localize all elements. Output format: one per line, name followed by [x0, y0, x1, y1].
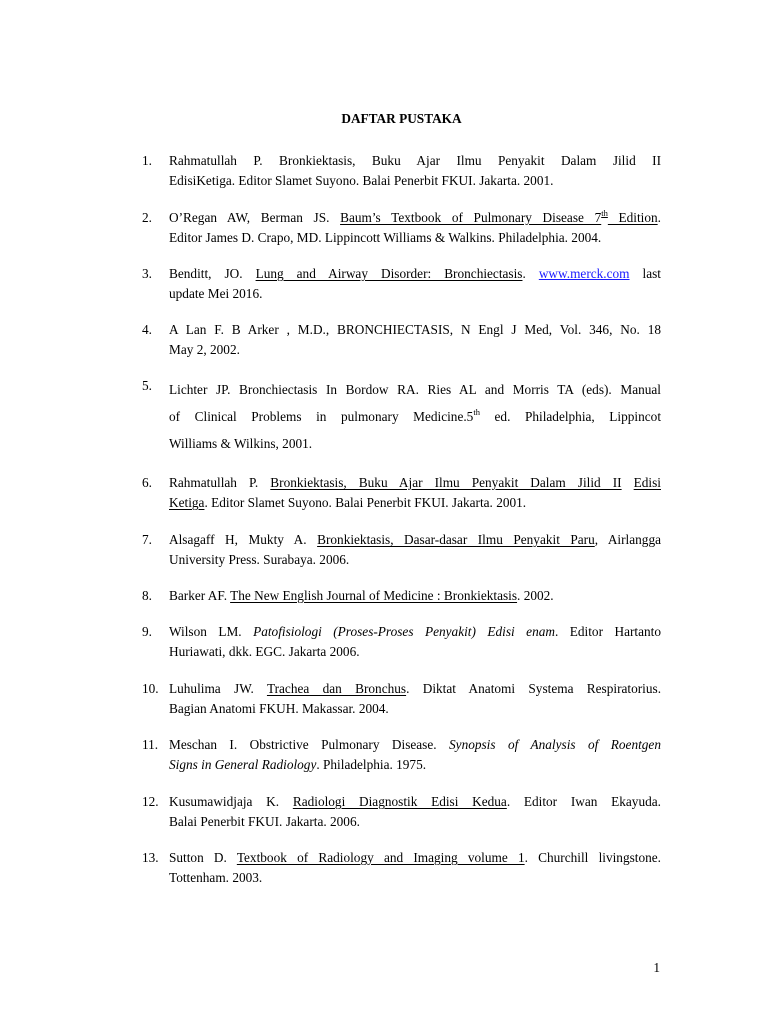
reference-line [169, 493, 661, 513]
text-segment: Barker AF. [169, 588, 231, 603]
text-segment: Williams & Wilkins, 2001. [169, 436, 313, 451]
text-segment [622, 475, 634, 490]
reference-line [169, 473, 661, 493]
underlined-title: Edisi [633, 475, 661, 490]
text-segment: Huriawati, dkk. EGC. Jakarta 2006. [169, 644, 360, 659]
underlined-title: Textbook of Radiology and Imaging volume 1 [236, 850, 525, 865]
text-segment: May 2, 2002. [169, 342, 240, 357]
text-segment: Kusumawidjaja K. [169, 794, 293, 809]
italic-title: Synopsis of Analysis of Roentgen [449, 737, 661, 752]
text-segment: Benditt, JO. [169, 266, 256, 281]
text-segment: Sutton D. [169, 850, 237, 865]
reference-number: 12. [142, 794, 159, 809]
reference-number: 8. [142, 588, 152, 603]
reference-number: 13. [142, 850, 159, 865]
reference-line [169, 284, 661, 304]
reference-line [169, 228, 661, 248]
page-number: 1 [653, 960, 660, 975]
reference-line [169, 735, 661, 755]
underlined-title: Ketiga [169, 495, 205, 510]
text-segment: Balai Penerbit FKUI. Jakarta. 2006. [169, 814, 360, 829]
underlined-title: Edition [607, 210, 658, 225]
reference-line [169, 550, 661, 570]
reference-line [169, 530, 661, 550]
underlined-title: Lung and Airway Disorder: Bronchiectasis [255, 266, 523, 281]
underlined-title: Bronkiektasis, Buku Ajar Ilmu Penyakit Dalam Jilid II [270, 475, 622, 490]
text-segment: Ilmu Penyakit [456, 153, 545, 168]
reference-number: 4. [142, 322, 152, 337]
text-segment: Wilson LM. [169, 624, 254, 639]
reference-number: 7. [142, 532, 152, 547]
reference-number: 11. [142, 737, 159, 752]
reference-number: 2. [142, 210, 152, 225]
underlined-title: The New English Journal of Medicine : Bronkiektasis [230, 588, 518, 603]
text-segment: . Editor Hartanto [554, 624, 661, 639]
reference-text [169, 679, 661, 719]
reference-line [169, 622, 661, 642]
reference-number: 5. [142, 378, 152, 393]
reference-line [169, 320, 661, 340]
reference-line [169, 340, 661, 360]
text-segment: O’Regan AW, Berman JS. [169, 210, 341, 225]
reference-line [169, 848, 661, 868]
reference-text [169, 848, 661, 888]
reference-line [169, 792, 661, 812]
text-segment: . Churchill livingstone. [524, 850, 661, 865]
reference-text [169, 376, 661, 457]
reference-line [169, 586, 661, 606]
text-segment: . Editor Iwan Ekayuda. [506, 794, 661, 809]
superscript: th [473, 407, 480, 417]
text-segment: Editor James D. Crapo, MD. Lippincott Williams & Walkins. Philadelphia. 2004. [169, 230, 602, 245]
reference-text [169, 530, 661, 570]
reference-line [169, 679, 661, 699]
reference-text [169, 208, 661, 248]
italic-title: Patofisiologi (Proses-Proses Penyakit) Edisi enam [253, 624, 555, 639]
text-segment: of Clinical Problems in pulmonary Medicine.5 [169, 409, 474, 424]
reference-line [169, 642, 661, 662]
italic-title: Signs in General Radiology [169, 757, 317, 772]
reference-line [169, 430, 661, 457]
reference-line [169, 151, 661, 171]
reference-number: 3. [142, 266, 152, 281]
reference-line [169, 403, 661, 430]
reference-line [169, 376, 661, 403]
text-segment: . Diktat Anatomi Systema Respiratorius. [406, 681, 662, 696]
text-segment: Rahmatullah P. [169, 475, 271, 490]
reference-number: 9. [142, 624, 152, 639]
reference-line [169, 812, 661, 832]
text-segment: . [522, 266, 539, 281]
text-segment: Bagian Anatomi FKUH. Makassar. 2004. [169, 701, 389, 716]
reference-text [169, 586, 661, 606]
reference-line [169, 171, 661, 191]
reference-text [169, 792, 661, 832]
reference-number: 1. [142, 153, 152, 168]
text-segment: last [629, 266, 661, 281]
text-segment: University Press. Surabaya. 2006. [169, 552, 350, 567]
reference-text [169, 151, 661, 191]
reference-number: 10. [142, 681, 159, 696]
text-segment: Bronkiektasis, Buku Ajar [279, 153, 441, 168]
text-segment: EdisiKetiga. Editor Slamet Suyono. Balai Penerbit FKUI. Jakarta. 2001. [169, 173, 554, 188]
superscript: th [601, 208, 608, 218]
text-segment: Tottenham. 2003. [169, 870, 263, 885]
reference-text [169, 622, 661, 662]
text-segment: . Editor Slamet Suyono. Balai Penerbit FKUI. Jakarta. 2001. [204, 495, 527, 510]
reference-text [169, 320, 661, 360]
reference-text [169, 264, 661, 304]
text-segment: A Lan F. B Arker , M.D., BRONCHIECTASIS, N Engl J Med, Vol. 346, No. 18 [169, 322, 661, 337]
underlined-title: Trachea dan Bronchus [266, 681, 407, 696]
reference-line [169, 868, 661, 888]
reference-link[interactable]: www.merck.com [538, 266, 630, 281]
text-segment: Alsagaff H, Mukty A. [169, 532, 318, 547]
reference-number: 6. [142, 475, 152, 490]
text-segment: ed. Philadelphia, Lippincot [479, 409, 662, 424]
text-segment: Dalam Jilid II [560, 153, 661, 168]
underlined-title: Bronkiektasis, Dasar-dasar Ilmu Penyakit Paru [317, 532, 595, 547]
reference-line [169, 264, 661, 284]
text-segment: . [657, 210, 661, 225]
page-title: DAFTAR PUSTAKA [341, 111, 462, 126]
text-segment: update Mei 2016. [169, 286, 263, 301]
text-segment: Luhulima JW. [169, 681, 267, 696]
text-segment: Lichter JP. Bronchiectasis In Bordow RA. Ries AL and Morris TA (eds). Manual [169, 382, 661, 397]
underlined-title: Radiologi Diagnostik Edisi Kedua [292, 794, 507, 809]
underlined-title: Baum’s Textbook of Pulmonary Disease 7 [340, 210, 602, 225]
text-segment: . 2002. [517, 588, 554, 603]
reference-line [169, 208, 661, 228]
reference-text [169, 473, 661, 513]
text-segment: Meschan I. Obstrictive Pulmonary Disease. [169, 737, 450, 752]
text-segment: Rahmatullah P. [169, 153, 263, 168]
reference-line [169, 755, 661, 775]
text-segment: , Airlangga [594, 532, 661, 547]
reference-line [169, 699, 661, 719]
text-segment: . Philadelphia. 1975. [316, 757, 427, 772]
reference-text [169, 735, 661, 775]
